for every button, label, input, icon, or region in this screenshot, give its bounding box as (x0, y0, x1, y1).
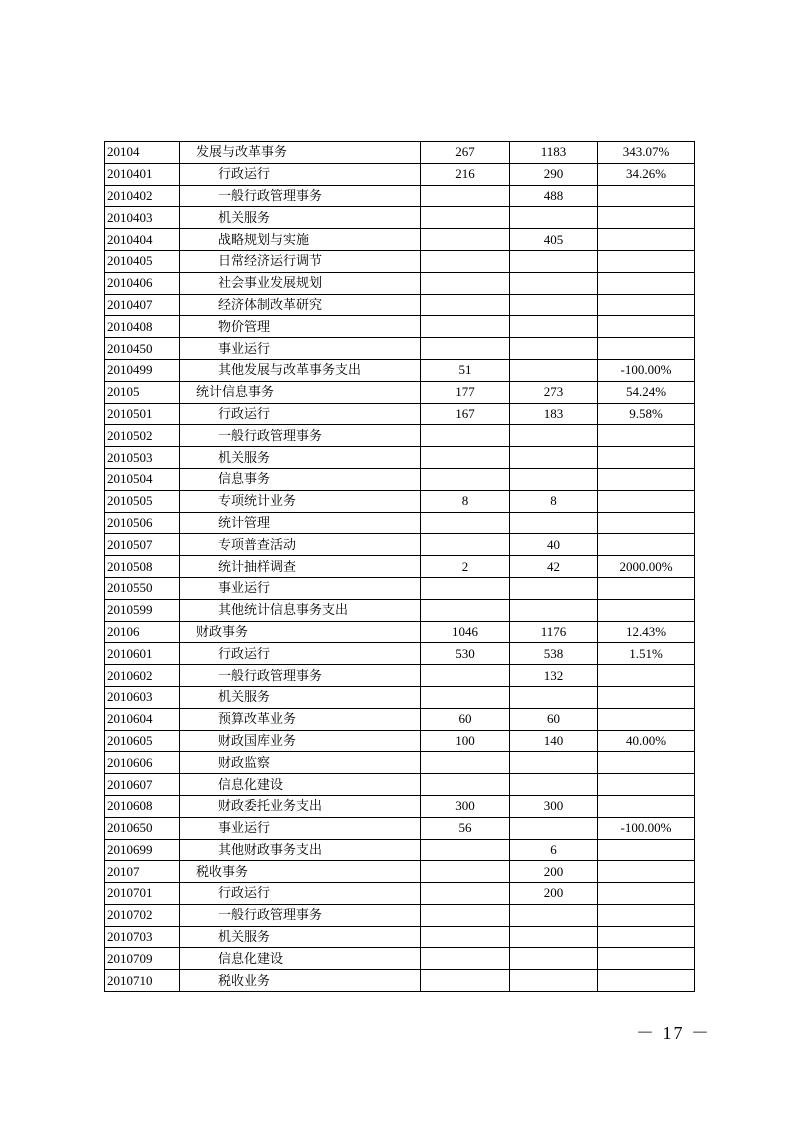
table-row (105, 556, 695, 578)
table-row (105, 904, 695, 926)
cell-code: 2010550 (105, 577, 180, 599)
cell-value-3 (598, 468, 695, 490)
cell-value-1 (421, 839, 510, 861)
cell-code: 2010701 (105, 883, 180, 905)
cell-value-1 (421, 861, 510, 883)
cell-value-1: 300 (421, 795, 510, 817)
cell-value-1: 56 (421, 817, 510, 839)
cell-value-3 (598, 250, 695, 272)
cell-value-2: 140 (510, 730, 598, 752)
cell-value-3 (598, 861, 695, 883)
cell-code: 2010603 (105, 686, 180, 708)
table-row (105, 708, 695, 730)
table-row (105, 599, 695, 621)
cell-value-2: 538 (510, 643, 598, 665)
cell-value-2 (510, 577, 598, 599)
table-row (105, 272, 695, 294)
cell-value-3 (598, 883, 695, 905)
cell-value-3 (598, 752, 695, 774)
cell-code: 2010503 (105, 447, 180, 469)
table-row (105, 185, 695, 207)
cell-value-3: 12.43% (598, 621, 695, 643)
cell-value-2 (510, 774, 598, 796)
table-row (105, 774, 695, 796)
cell-code: 2010401 (105, 163, 180, 185)
cell-value-2: 60 (510, 708, 598, 730)
cell-value-3: 343.07% (598, 142, 695, 164)
cell-code: 2010407 (105, 294, 180, 316)
cell-name: 其他财政事务支出 (180, 839, 421, 861)
cell-name: 一般行政管理事务 (180, 904, 421, 926)
cell-value-2 (510, 904, 598, 926)
table-row (105, 817, 695, 839)
cell-value-3 (598, 948, 695, 970)
cell-value-3 (598, 316, 695, 338)
cell-value-2 (510, 447, 598, 469)
cell-value-1 (421, 294, 510, 316)
cell-value-2 (510, 359, 598, 381)
cell-name: 统计抽样调查 (180, 556, 421, 578)
cell-value-3 (598, 272, 695, 294)
cell-name: 一般行政管理事务 (180, 665, 421, 687)
cell-code: 20104 (105, 142, 180, 164)
cell-value-1: 2 (421, 556, 510, 578)
cell-value-3 (598, 577, 695, 599)
cell-value-2 (510, 338, 598, 360)
table-row (105, 730, 695, 752)
cell-name: 机关服务 (180, 926, 421, 948)
cell-value-2: 8 (510, 490, 598, 512)
cell-code: 2010501 (105, 403, 180, 425)
cell-value-3 (598, 207, 695, 229)
cell-value-2 (510, 599, 598, 621)
cell-value-2 (510, 948, 598, 970)
cell-value-1: 8 (421, 490, 510, 512)
cell-name: 财政事务 (180, 621, 421, 643)
table-row (105, 338, 695, 360)
cell-value-3 (598, 490, 695, 512)
table-row (105, 381, 695, 403)
cell-value-2: 132 (510, 665, 598, 687)
cell-name: 财政国库业务 (180, 730, 421, 752)
cell-value-3 (598, 294, 695, 316)
cell-value-2: 6 (510, 839, 598, 861)
cell-name: 发展与改革事务 (180, 142, 421, 164)
cell-code: 2010408 (105, 316, 180, 338)
cell-value-1: 530 (421, 643, 510, 665)
cell-value-2 (510, 250, 598, 272)
cell-value-1 (421, 752, 510, 774)
cell-code: 2010406 (105, 272, 180, 294)
cell-code: 2010507 (105, 534, 180, 556)
cell-code: 2010599 (105, 599, 180, 621)
cell-value-3 (598, 447, 695, 469)
cell-value-1 (421, 338, 510, 360)
table-row (105, 207, 695, 229)
cell-value-1: 1046 (421, 621, 510, 643)
cell-name: 机关服务 (180, 447, 421, 469)
cell-value-2: 290 (510, 163, 598, 185)
cell-name: 预算改革业务 (180, 708, 421, 730)
cell-code: 2010602 (105, 665, 180, 687)
cell-code: 2010606 (105, 752, 180, 774)
cell-value-3 (598, 970, 695, 992)
cell-code: 2010709 (105, 948, 180, 970)
cell-value-1 (421, 577, 510, 599)
cell-value-2 (510, 425, 598, 447)
cell-name: 统计信息事务 (180, 381, 421, 403)
cell-value-3: -100.00% (598, 817, 695, 839)
cell-value-3 (598, 185, 695, 207)
table-row (105, 883, 695, 905)
cell-code: 20106 (105, 621, 180, 643)
cell-name: 行政运行 (180, 163, 421, 185)
cell-code: 2010508 (105, 556, 180, 578)
cell-name: 其他统计信息事务支出 (180, 599, 421, 621)
cell-value-3 (598, 512, 695, 534)
cell-value-3 (598, 774, 695, 796)
cell-name: 事业运行 (180, 817, 421, 839)
cell-value-1 (421, 185, 510, 207)
cell-code: 2010703 (105, 926, 180, 948)
cell-value-1 (421, 970, 510, 992)
cell-name: 其他发展与改革事务支出 (180, 359, 421, 381)
cell-name: 日常经济运行调节 (180, 250, 421, 272)
table-row (105, 294, 695, 316)
cell-value-3 (598, 904, 695, 926)
cell-code: 2010650 (105, 817, 180, 839)
cell-value-3 (598, 708, 695, 730)
cell-value-1 (421, 207, 510, 229)
cell-value-2 (510, 512, 598, 534)
cell-code: 2010402 (105, 185, 180, 207)
table-body (105, 142, 695, 992)
table-row (105, 229, 695, 251)
cell-code: 2010405 (105, 250, 180, 272)
cell-name: 战略规划与实施 (180, 229, 421, 251)
cell-value-3: 34.26% (598, 163, 695, 185)
table-row (105, 970, 695, 992)
cell-code: 2010450 (105, 338, 180, 360)
cell-value-2: 1183 (510, 142, 598, 164)
cell-value-3 (598, 795, 695, 817)
cell-value-1 (421, 948, 510, 970)
table-row (105, 490, 695, 512)
cell-name: 统计管理 (180, 512, 421, 534)
cell-name: 机关服务 (180, 686, 421, 708)
cell-value-1: 51 (421, 359, 510, 381)
cell-code: 20107 (105, 861, 180, 883)
cell-value-1 (421, 904, 510, 926)
cell-name: 专项统计业务 (180, 490, 421, 512)
cell-name: 物价管理 (180, 316, 421, 338)
cell-value-1: 60 (421, 708, 510, 730)
table-row (105, 839, 695, 861)
cell-code: 2010504 (105, 468, 180, 490)
cell-code: 2010710 (105, 970, 180, 992)
cell-value-3 (598, 839, 695, 861)
page-number: － 17 － (636, 1023, 711, 1043)
cell-value-2 (510, 294, 598, 316)
table-row (105, 861, 695, 883)
cell-value-3: 54.24% (598, 381, 695, 403)
table-row (105, 316, 695, 338)
cell-name: 事业运行 (180, 338, 421, 360)
cell-value-3 (598, 665, 695, 687)
cell-value-3: 40.00% (598, 730, 695, 752)
cell-value-2 (510, 970, 598, 992)
table-row (105, 686, 695, 708)
cell-code: 2010505 (105, 490, 180, 512)
cell-name: 社会事业发展规划 (180, 272, 421, 294)
table-row (105, 926, 695, 948)
cell-value-2: 300 (510, 795, 598, 817)
cell-code: 2010608 (105, 795, 180, 817)
cell-name: 信息化建设 (180, 948, 421, 970)
cell-code: 2010605 (105, 730, 180, 752)
cell-value-1 (421, 447, 510, 469)
cell-value-3 (598, 599, 695, 621)
table-row (105, 468, 695, 490)
cell-name: 信息化建设 (180, 774, 421, 796)
cell-value-1 (421, 272, 510, 294)
budget-table (104, 141, 695, 992)
table-row (105, 142, 695, 164)
cell-value-2: 488 (510, 185, 598, 207)
cell-name: 专项普查活动 (180, 534, 421, 556)
cell-name: 行政运行 (180, 403, 421, 425)
cell-value-2: 200 (510, 861, 598, 883)
cell-value-2 (510, 817, 598, 839)
cell-code: 2010604 (105, 708, 180, 730)
cell-name: 事业运行 (180, 577, 421, 599)
cell-value-3: 2000.00% (598, 556, 695, 578)
table-row (105, 163, 695, 185)
cell-value-2 (510, 272, 598, 294)
cell-value-1 (421, 468, 510, 490)
cell-value-3: 1.51% (598, 643, 695, 665)
cell-value-1 (421, 665, 510, 687)
cell-value-3 (598, 338, 695, 360)
cell-code: 2010499 (105, 359, 180, 381)
table-row (105, 359, 695, 381)
cell-value-2 (510, 468, 598, 490)
cell-name: 行政运行 (180, 643, 421, 665)
table-row (105, 577, 695, 599)
table-row (105, 512, 695, 534)
cell-code: 2010607 (105, 774, 180, 796)
cell-value-3 (598, 926, 695, 948)
cell-name: 经济体制改革研究 (180, 294, 421, 316)
cell-value-2: 183 (510, 403, 598, 425)
cell-name: 一般行政管理事务 (180, 185, 421, 207)
cell-name: 财政监察 (180, 752, 421, 774)
cell-code: 2010506 (105, 512, 180, 534)
table-row (105, 948, 695, 970)
table-row (105, 665, 695, 687)
cell-value-2 (510, 752, 598, 774)
cell-value-1 (421, 774, 510, 796)
cell-value-2: 40 (510, 534, 598, 556)
cell-code: 2010404 (105, 229, 180, 251)
cell-value-1 (421, 534, 510, 556)
cell-code: 2010601 (105, 643, 180, 665)
cell-value-2 (510, 926, 598, 948)
cell-value-1 (421, 883, 510, 905)
cell-value-2: 200 (510, 883, 598, 905)
cell-value-1 (421, 425, 510, 447)
cell-value-3: -100.00% (598, 359, 695, 381)
cell-value-1: 167 (421, 403, 510, 425)
cell-value-2: 42 (510, 556, 598, 578)
cell-name: 财政委托业务支出 (180, 795, 421, 817)
cell-code: 20105 (105, 381, 180, 403)
cell-code: 2010702 (105, 904, 180, 926)
cell-value-1 (421, 512, 510, 534)
cell-value-1: 216 (421, 163, 510, 185)
table-row (105, 403, 695, 425)
table-row (105, 447, 695, 469)
cell-value-2: 405 (510, 229, 598, 251)
table-row (105, 795, 695, 817)
table-row (105, 621, 695, 643)
cell-name: 机关服务 (180, 207, 421, 229)
cell-value-2: 273 (510, 381, 598, 403)
table-row (105, 752, 695, 774)
table-row (105, 643, 695, 665)
cell-value-1 (421, 926, 510, 948)
cell-value-3: 9.58% (598, 403, 695, 425)
cell-value-2 (510, 316, 598, 338)
cell-value-3 (598, 229, 695, 251)
cell-value-1: 177 (421, 381, 510, 403)
table-row (105, 250, 695, 272)
cell-name: 信息事务 (180, 468, 421, 490)
cell-value-3 (598, 534, 695, 556)
cell-name: 一般行政管理事务 (180, 425, 421, 447)
cell-value-1 (421, 316, 510, 338)
cell-value-1: 267 (421, 142, 510, 164)
cell-value-1 (421, 686, 510, 708)
cell-value-1 (421, 250, 510, 272)
cell-code: 2010502 (105, 425, 180, 447)
cell-code: 2010699 (105, 839, 180, 861)
cell-name: 税收事务 (180, 861, 421, 883)
cell-code: 2010403 (105, 207, 180, 229)
cell-name: 税收业务 (180, 970, 421, 992)
cell-value-2 (510, 686, 598, 708)
cell-value-2 (510, 207, 598, 229)
cell-value-1 (421, 599, 510, 621)
cell-value-3 (598, 686, 695, 708)
cell-value-3 (598, 425, 695, 447)
cell-value-1 (421, 229, 510, 251)
table-row (105, 534, 695, 556)
cell-value-2: 1176 (510, 621, 598, 643)
cell-name: 行政运行 (180, 883, 421, 905)
cell-value-1: 100 (421, 730, 510, 752)
table-row (105, 425, 695, 447)
